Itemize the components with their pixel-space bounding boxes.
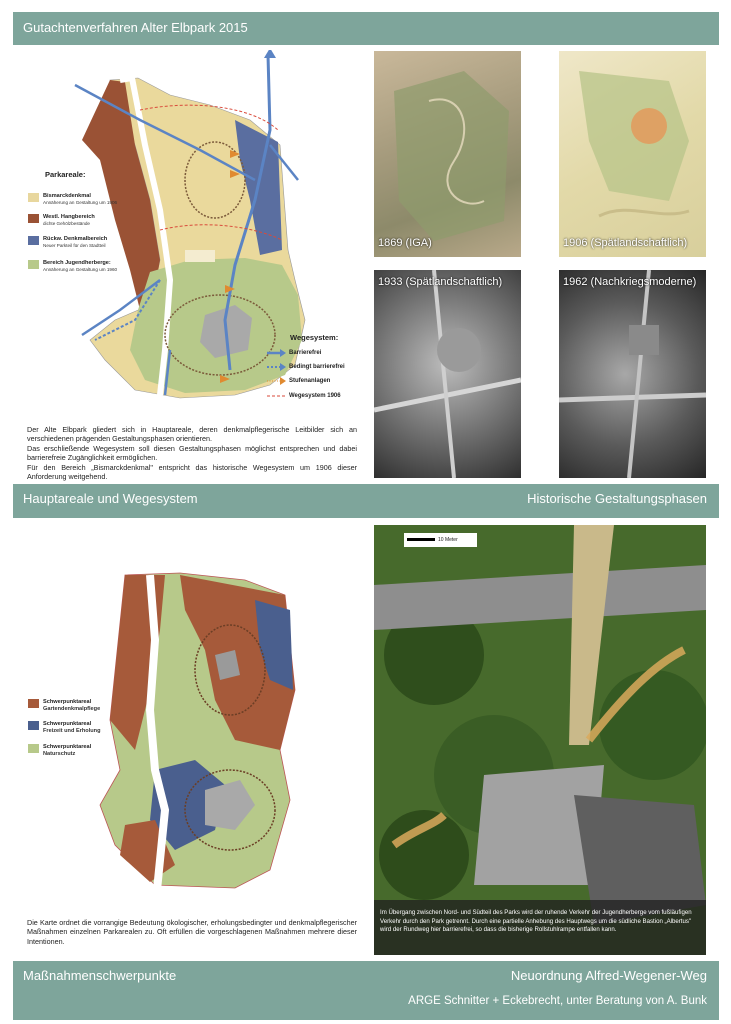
aerial-drawing bbox=[374, 525, 706, 955]
wegesystem-label-3: Wegesystem 1906 bbox=[289, 393, 341, 399]
legend-label-hostel: Bereich Jugendherberge: Annäherung an Gestaltung um 1960 bbox=[43, 260, 118, 272]
scale-bar bbox=[404, 533, 477, 547]
map-1869-drawing bbox=[374, 51, 521, 257]
caption-1933: 1933 (Spätlandschaftlich) bbox=[378, 276, 503, 288]
description-line-3: Für den Bereich „Bismarckdenkmal" entspricht das historische Wegesystem um 1906 dieser Anforderung weitgehend. bbox=[27, 462, 357, 482]
section1-left-title: Hauptareale und Wegesystem bbox=[23, 491, 198, 506]
section1-description bbox=[27, 425, 357, 481]
legend-swatch-bismarck bbox=[28, 193, 39, 202]
park-1933 bbox=[437, 328, 481, 372]
caption-1906: 1906 (Spätlandschaftlich) bbox=[563, 237, 688, 249]
section2-right-title: Neuordnung Alfred-Wegener-Weg bbox=[510, 968, 707, 983]
page-title: Gutachtenverfahren Alter Elbpark 2015 bbox=[23, 20, 248, 35]
credit-line: ARGE Schnitter + Eckebrecht, unter Beratung von A. Bunk bbox=[408, 995, 707, 1007]
scale-bar-line bbox=[407, 538, 435, 541]
legend-label-rear: Rückw. Denkmalbereich Neuer Parkteil für den Stadtteil bbox=[43, 236, 108, 248]
legend-swatch-west bbox=[28, 214, 39, 223]
legend2-label-freizeit: Schwerpunktareal Freizeit und Erholung bbox=[43, 721, 101, 734]
legend-label-west: Westl. Hangbereich dichte Gehölzbestände bbox=[43, 214, 95, 226]
section2-left-title: Maßnahmenschwerpunkte bbox=[23, 968, 177, 983]
caption-1869: 1869 (IGA) bbox=[378, 237, 432, 249]
section1-band bbox=[13, 484, 719, 518]
street-1962-b bbox=[629, 270, 649, 478]
aerial-1962-drawing bbox=[559, 270, 706, 478]
park-shape-1906 bbox=[579, 71, 689, 201]
historic-photo-1962 bbox=[559, 270, 706, 478]
map-1906-drawing bbox=[559, 51, 706, 257]
parkareale-map bbox=[20, 50, 365, 415]
description-line-2: Das erschließende Wegesystem soll diesen Gestaltungsphasen möglichst entsprechen und dabei barrierefreie Zugänglichkeit ermöglichen. bbox=[27, 443, 357, 463]
park-shape-1869 bbox=[394, 71, 509, 241]
wegesystem-label-1: Bedingt barrierefrei bbox=[289, 364, 345, 370]
scale-bar-label: 10 Meter bbox=[438, 537, 458, 543]
street-1933-b bbox=[434, 270, 454, 478]
legend2-swatch-natur bbox=[28, 744, 39, 753]
historic-photo-1869 bbox=[374, 51, 521, 257]
legend-swatch-rear bbox=[28, 236, 39, 245]
legend-swatch-hostel bbox=[28, 260, 39, 269]
aerial-photo bbox=[374, 525, 706, 955]
massnahmen-map bbox=[95, 570, 360, 895]
caption-1962: 1962 (Nachkriegsmoderne) bbox=[563, 276, 697, 288]
plaza bbox=[185, 250, 215, 262]
icon-bedingt-arrowhead bbox=[280, 363, 286, 371]
historic-photo-1933 bbox=[374, 270, 521, 478]
legend2-swatch-garden bbox=[28, 699, 39, 708]
header-band bbox=[13, 12, 719, 45]
legend2-label-natur: Schwerpunktareal Naturschutz bbox=[43, 744, 92, 757]
road-1906 bbox=[599, 210, 689, 216]
legend-label-bismarck: Bismarckdenkmal Annäherung an Gestaltung um 1906 bbox=[43, 193, 118, 205]
section1-right-title: Historische Gestaltungsphasen bbox=[527, 491, 707, 506]
icon-stufen-arrowhead bbox=[280, 377, 286, 385]
historic-photo-1906 bbox=[559, 51, 706, 257]
section2-description: Die Karte ordnet die vorrangige Bedeutung ökologischer, erholungsbedingter und denkmalpflegerischer Maßnahmen einzelnen Parkarealen zu. Oft erfüllen die vorgeschlagenen Maßnahmen mehrere dieser Intentionen. bbox=[27, 918, 357, 946]
section2-band bbox=[13, 961, 719, 1020]
icon-barrierefrei-arrowhead bbox=[280, 349, 286, 357]
aerial-caption: Im Übergang zwischen Nord- und Südteil des Parks wird der ruhende Verkehr der Jugendherberge vom fußläufigen Verkehr durch den Park getrennt. Durch eine partielle Anhebung des Hauptwegs um die südliche Bastion „Albertus" wird der Rundweg hier barrierefrei, so dass die bisherige Rollstuhlrampe entfallen kann. bbox=[380, 909, 692, 933]
parkareale-legend-title: Parkareale: bbox=[45, 170, 86, 179]
description-line-1: Der Alte Elbpark gliedert sich in Hauptareale, deren denkmalpflegerische Leitbilder sich an verschiedenen prägenden Gestaltungsphasen orientieren. bbox=[27, 425, 357, 444]
wegesystem-legend-icons bbox=[265, 348, 287, 408]
tree-cluster-2 bbox=[599, 670, 706, 780]
monument-1906 bbox=[631, 108, 667, 144]
street-1962-a bbox=[559, 395, 706, 400]
aerial-1933-drawing bbox=[374, 270, 521, 478]
wegesystem-label-0: Barrierefrei bbox=[289, 350, 322, 356]
arrow-north bbox=[264, 50, 276, 58]
building-1962 bbox=[629, 325, 659, 355]
legend2-swatch-freizeit bbox=[28, 721, 39, 730]
legend2-label-garden: Schwerpunktareal Gartendenkmalpflege bbox=[43, 699, 101, 712]
wegesystem-legend-title: Wegesystem: bbox=[290, 333, 339, 342]
wegesystem-label-2: Stufenanlagen bbox=[289, 378, 331, 384]
